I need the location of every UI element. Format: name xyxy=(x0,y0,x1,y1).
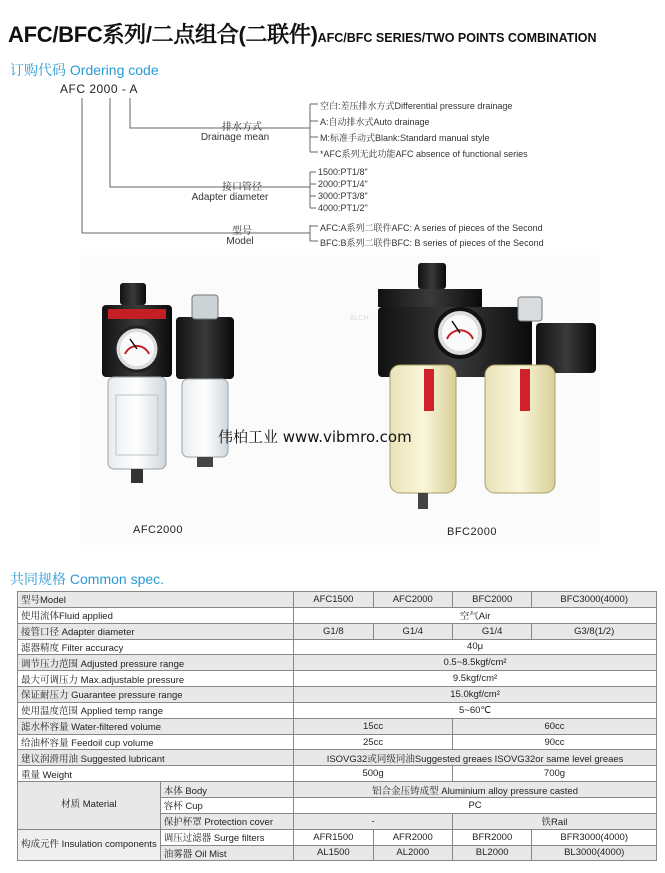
table-cell: 40μ xyxy=(294,639,657,655)
row-label: 使用温度范围 Applied temp range xyxy=(18,702,294,718)
title-main: AFC/BFC系列/二点组合(二联件) xyxy=(8,22,318,47)
drainage-option: A:自动排水式Auto drainage xyxy=(320,117,430,127)
row-label: 本体 Body xyxy=(160,782,293,798)
bfc2000-illustration xyxy=(378,263,596,509)
table-row xyxy=(18,592,657,608)
table-row xyxy=(18,782,657,798)
model-label-cn: 型号 xyxy=(232,226,252,237)
bfc2000-caption: BFC2000 xyxy=(447,526,497,538)
table-cell: 铝合金压铸成型 Aluminium alloy pressure casted xyxy=(294,782,657,798)
drainage-label-en: Drainage mean xyxy=(200,132,270,143)
table-row xyxy=(18,687,657,703)
row-label: 最大可调压力 Max.adjustable pressure xyxy=(18,671,294,687)
drainage-option: 空白:差压排水方式Differential pressure drainage xyxy=(320,101,513,111)
table-cell: AFR1500 xyxy=(294,829,373,845)
adapter-option: 1500:PT1/8" xyxy=(318,167,368,177)
row-label: 调压过滤器 Surge filters xyxy=(160,829,293,845)
row-label: 滤水杯容量 Water-filtered volume xyxy=(18,718,294,734)
table-cell: 15.0kgf/cm² xyxy=(294,687,657,703)
components-group-label: 构成元件 Insulation components xyxy=(18,829,161,861)
table-row xyxy=(18,671,657,687)
table-cell: AFC2000 xyxy=(373,592,452,608)
table-cell: PC xyxy=(294,797,657,813)
table-row xyxy=(18,623,657,639)
table-cell: 空气Air xyxy=(294,607,657,623)
adapter-option: 4000:PT1/2" xyxy=(318,203,368,213)
adapter-label-cn: 接口管径 xyxy=(222,182,262,193)
table-row xyxy=(18,702,657,718)
model-option: BFC:B系列二联件BFC: B series of pieces of the Second xyxy=(320,238,544,248)
table-cell: 60cc xyxy=(452,718,656,734)
table-cell: 90cc xyxy=(452,734,656,750)
table-row xyxy=(18,766,657,782)
ordering-code: AFC 2000 - A xyxy=(60,82,139,96)
table-cell: AL2000 xyxy=(373,845,452,861)
table-row xyxy=(18,829,657,845)
table-cell: 铁Rail xyxy=(452,813,656,829)
afc2000-illustration xyxy=(102,283,234,483)
model-option: AFC:A系列二联件AFC: A series of pieces of the Second xyxy=(320,223,543,233)
row-label: 保护杯罩 Protection cover xyxy=(160,813,293,829)
adapter-label-en: Adapter diameter xyxy=(191,192,269,203)
table-row xyxy=(18,750,657,766)
table-row xyxy=(18,607,657,623)
afc2000-caption: AFC2000 xyxy=(133,524,183,536)
spec-heading: 共同规格 Common spec. xyxy=(10,571,165,587)
table-cell: G1/4 xyxy=(452,623,531,639)
table-cell: 25cc xyxy=(294,734,453,750)
table-cell: AL1500 xyxy=(294,845,373,861)
title-sub: AFC/BFC SERIES/TWO POINTS COMBINATION xyxy=(317,31,597,45)
row-label: 接管口径 Adapter diameter xyxy=(18,623,294,639)
product-photo xyxy=(80,255,600,545)
spec-table xyxy=(17,591,657,861)
row-label: 重量 Weight xyxy=(18,766,294,782)
table-cell: BFR2000 xyxy=(452,829,531,845)
row-label: 滤器精度 Filter accuracy xyxy=(18,639,294,655)
row-label: 油雾器 Oil Mist xyxy=(160,845,293,861)
table-cell: 700g xyxy=(452,766,656,782)
table-cell: 5~60℃ xyxy=(294,702,657,718)
table-cell: BFR3000(4000) xyxy=(532,829,657,845)
table-cell: G1/4 xyxy=(373,623,452,639)
row-label: 调节压力范围 Adjusted pressure range xyxy=(18,655,294,671)
drainage-option: M:标准手动式Blank:Standard manual style xyxy=(320,133,490,143)
table-cell: BL3000(4000) xyxy=(532,845,657,861)
table-row xyxy=(18,655,657,671)
table-cell: BL2000 xyxy=(452,845,531,861)
adapter-option: 3000:PT3/8" xyxy=(318,191,368,201)
row-label: 型号Model xyxy=(18,592,294,608)
table-cell: 0.5~8.5kgf/cm² xyxy=(294,655,657,671)
table-cell: AFC1500 xyxy=(294,592,373,608)
table-cell: BFC3000(4000) xyxy=(532,592,657,608)
row-label: 给油杯容量 Feedoil cup volume xyxy=(18,734,294,750)
table-cell: - xyxy=(294,813,453,829)
gauge-brand-text: BLCH xyxy=(350,315,369,322)
row-label: 建议润滑用油 Suggested lubricant xyxy=(18,750,294,766)
row-label: 使用流体Fluid applied xyxy=(18,607,294,623)
table-row xyxy=(18,718,657,734)
material-group-label: 材质 Material xyxy=(18,782,161,830)
gauge-brand-label xyxy=(350,310,410,324)
table-row xyxy=(18,639,657,655)
table-cell: ISOVG32或同级同油Suggested greaes ISOVG32or same level greaes xyxy=(294,750,657,766)
table-cell: BFC2000 xyxy=(452,592,531,608)
model-label-en: Model xyxy=(226,236,254,247)
table-cell: G3/8(1/2) xyxy=(532,623,657,639)
row-label: 保证耐压力 Guarantee pressure range xyxy=(18,687,294,703)
drainage-option: *AFC系列无此功能AFC absence of functional series xyxy=(320,149,528,159)
table-cell: 15cc xyxy=(294,718,453,734)
ordering-heading: 订购代码 Ordering code xyxy=(10,62,159,78)
table-cell: G1/8 xyxy=(294,623,373,639)
watermark-text: 伟柏工业 www.vibmro.com xyxy=(218,428,412,446)
adapter-option: 2000:PT1/4" xyxy=(318,179,368,189)
row-label: 容杯 Cup xyxy=(160,797,293,813)
table-row xyxy=(18,734,657,750)
table-cell: 500g xyxy=(294,766,453,782)
table-cell: 9.5kgf/cm² xyxy=(294,671,657,687)
drainage-label-cn: 排水方式 xyxy=(222,122,262,133)
table-cell: AFR2000 xyxy=(373,829,452,845)
